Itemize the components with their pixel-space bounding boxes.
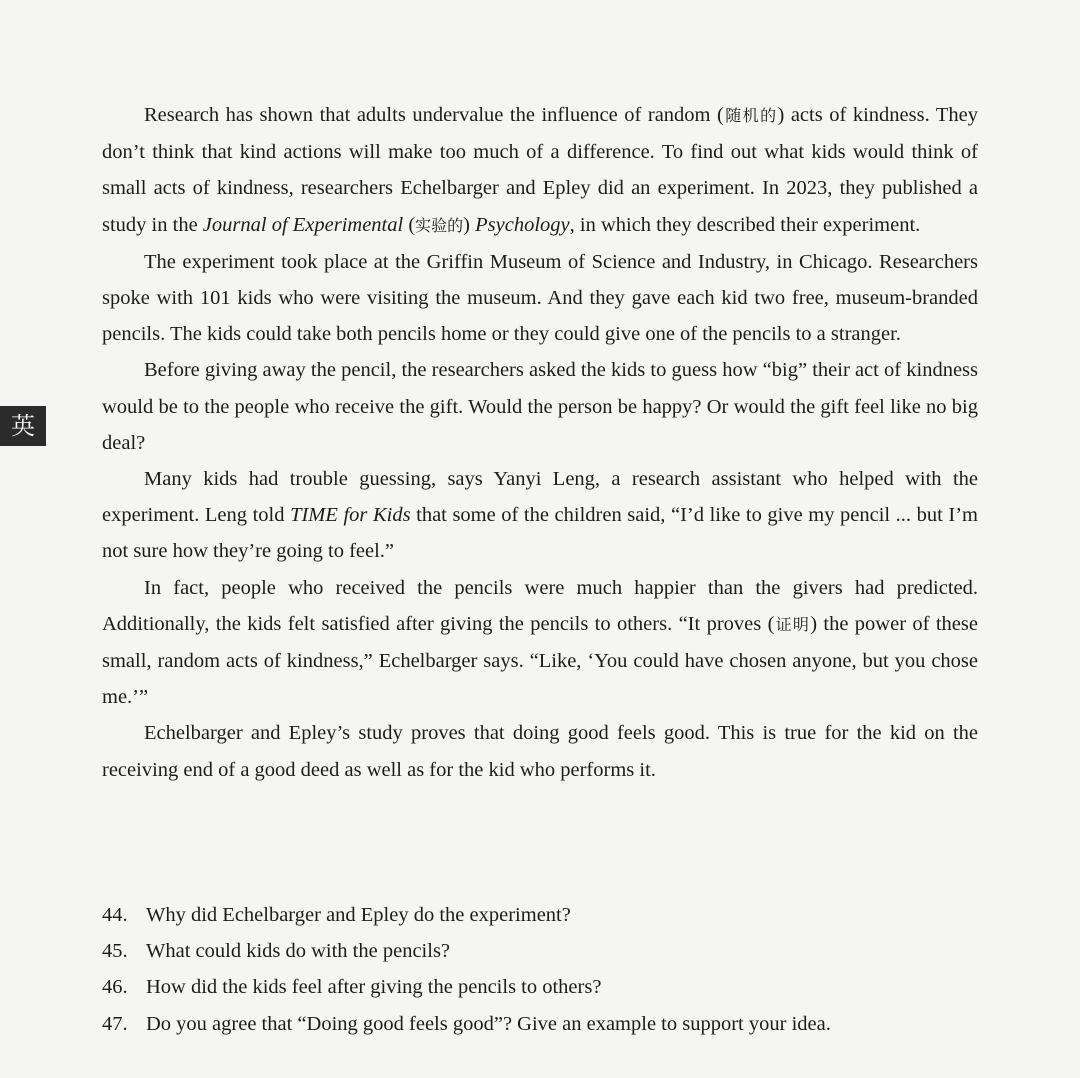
- question-number: 45.: [102, 940, 128, 963]
- paragraph-4-text-b: that some of the children said, “I’d like to give my pencil ... but I’m not sure how they’re going to feel.”: [102, 504, 978, 563]
- question-46: [102, 969, 978, 1005]
- paragraph-6: Echelbarger and Epley’s study proves that doing good feels good. This is true for the kid on the receiving end of a good deed as well as for the kid who performs it.: [102, 722, 978, 781]
- question-text: Do you agree that “Doing good feels good”? Give an example to support your idea.: [146, 1012, 831, 1035]
- question-number: 44.: [102, 904, 128, 926]
- paragraph-1-text-a: Research has shown that adults undervalue the influence of random (: [144, 104, 724, 126]
- question-47: [102, 1006, 978, 1042]
- paragraph-1-text-c: (: [403, 213, 416, 236]
- chinese-gloss-proves: 证明: [774, 614, 811, 634]
- paragraph-4-text-a: Many kids had trouble guessing, says Yanyi Leng, a research assistant who helped with the experiment. Leng told: [102, 468, 978, 527]
- paragraph-4: [102, 461, 978, 570]
- question-number: 46.: [102, 976, 128, 999]
- question-number: 47.: [102, 1012, 128, 1035]
- paragraph-2: The experiment took place at the Griffin Museum of Science and Industry, in Chicago. Researchers spoke with 101 kids who were visiting the museum. And they gave each kid two free, museum-branded pencils. The kids could take both pencils home or they could give one of the pencils to a stranger.: [102, 250, 978, 346]
- section-tab-english: 英: [0, 406, 46, 446]
- paragraph-1-text-d: ): [463, 213, 476, 236]
- paragraph-5-text-b: ) the power of these small, random acts of kindness,” Echelbarger says. “Like, ‘You could have chosen anyone, but you chose me.’”: [102, 612, 978, 709]
- question-45: [102, 933, 978, 969]
- paragraph-1-text-b: ) acts of kindness. They don’t think that kind actions will make too much of a difference. To find out what kids would think of small acts of kindness, researchers Echelbarger and Epley did an experiment. In 2023, they published a study in the: [102, 104, 978, 236]
- paragraph-1: [102, 97, 978, 244]
- paragraph-5: [102, 570, 978, 716]
- journal-title-part-1: Journal of Experimental: [202, 213, 404, 236]
- question-text: What could kids do with the pencils?: [146, 940, 451, 963]
- question-44: [102, 897, 978, 933]
- paragraph-5-text-a: In fact, people who received the pencils were much happier than the givers had predicted. Additionally, the kids felt satisfied after giving the pencils to others. “It proves (: [102, 576, 978, 635]
- question-text: Why did Echelbarger and Epley do the experiment?: [146, 904, 571, 926]
- chinese-gloss-random: 随机的: [723, 106, 778, 125]
- chinese-gloss-experimental: 实验的: [415, 215, 464, 235]
- question-list: [102, 897, 978, 1042]
- magazine-title: TIME for Kids: [290, 504, 411, 527]
- reading-passage: [102, 97, 978, 788]
- paragraph-3: Before giving away the pencil, the researchers asked the kids to guess how “big” their act of kindness would be to the people who receive the gift. Would the person be happy? Or would the gift feel like no big deal?: [102, 359, 978, 454]
- paragraph-1-text-e: , in which they described their experiment.: [569, 213, 921, 236]
- journal-title-part-2: Psychology: [475, 213, 570, 236]
- question-text: How did the kids feel after giving the pencils to others?: [146, 976, 602, 999]
